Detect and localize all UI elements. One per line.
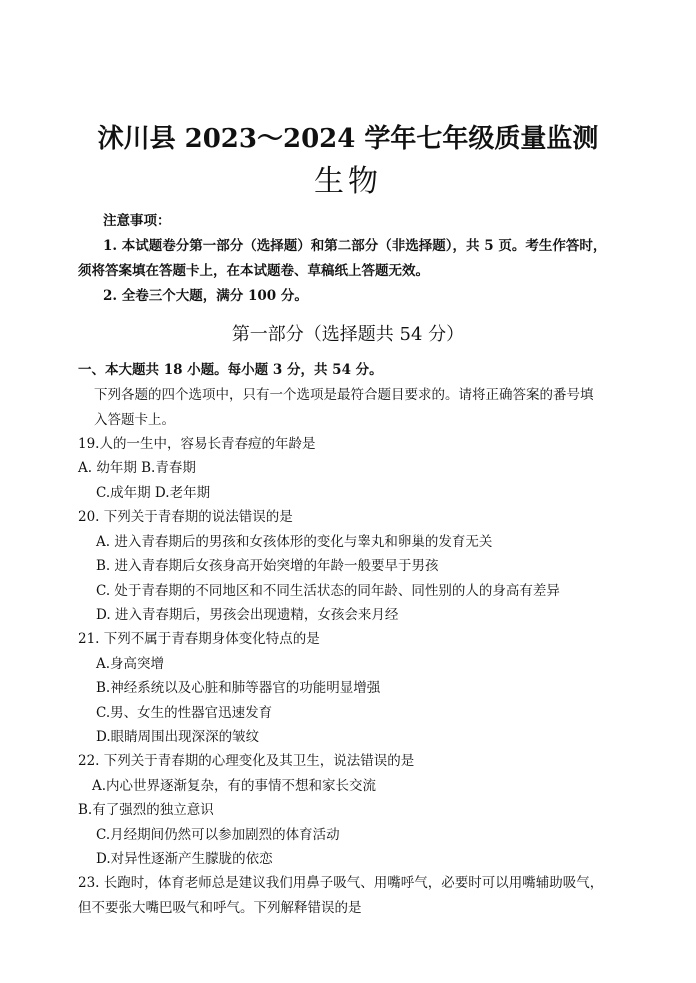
notice-item-1-line-2: 须将答案填在答题卡上，在本试题卷、草稿纸上答题无效。 [78,263,429,279]
notice-item-1-line-1: 1. 本试题卷分第一部分（选择题）和第二部分（非选择题），共 5 页。考生作答时， [103,238,607,254]
exam-title: 沭川县 2023～2024 学年七年级质量监测 [97,124,599,154]
section-heading: 一、本大题共 18 小题。每小题 3 分，共 54 分。 [78,362,383,378]
question-22-option-b: B.有了强烈的独立意识 [78,802,214,818]
question-21-option-d: D.眼睛周围出现深深的皱纹 [96,729,260,745]
question-22-option-d: D.对异性逐渐产生朦胧的依恋 [96,851,273,867]
question-20-stem: 20. 下列关于青春期的说法错误的是 [78,509,293,525]
question-19-options-1: A. 幼年期 B.青春期 [78,460,196,476]
instruction-line-1: 下列各题的四个选项中，只有一个选项是最符合题目要求的。请将正确答案的番号填 [94,387,594,403]
notice-heading: 注意事项： [103,213,171,229]
question-22-option-c: C.月经期间仍然可以参加剧烈的体育活动 [96,827,340,843]
question-23-stem-line-2: 但不要张大嘴巴吸气和呼气。下列解释错误的是 [78,900,362,916]
notice-item-2: 2. 全卷三个大题，满分 100 分。 [103,288,308,304]
question-22-option-a: A.内心世界逐渐复杂，有的事情不想和家长交流 [92,778,377,794]
question-19-options-2: C.成年期 D.老年期 [96,485,211,501]
question-20-option-a: A. 进入青春期后的男孩和女孩体形的变化与睾丸和卵巢的发育无关 [96,534,493,550]
exam-subject: 生物 [314,164,382,199]
question-20-option-c: C. 处于青春期的不同地区和不同生活状态的同年龄、同性别的人的身高有差异 [96,583,560,599]
part-1-title: 第一部分（选择题共 54 分） [231,324,465,345]
question-23-stem-line-1: 23. 长跑时，体育老师总是建议我们用鼻子吸气、用嘴呼气，必要时可以用嘴辅助吸气， [78,875,604,891]
question-21-option-b: B.神经系统以及心脏和肺等器官的功能明显增强 [96,680,381,696]
instruction-line-2: 入答题卡上。 [94,412,175,428]
question-19-stem: 19.人的一生中，容易长青春痘的年龄是 [78,436,316,452]
question-21-stem: 21. 下列不属于青春期身体变化特点的是 [78,631,320,647]
question-21-option-c: C.男、女生的性器官迅速发育 [96,705,273,721]
question-20-option-b: B. 进入青春期后女孩身高开始突增的年龄一般要早于男孩 [96,558,439,574]
question-21-option-a: A.身高突增 [96,656,165,672]
question-20-option-d: D. 进入青春期后，男孩会出现遗精，女孩会来月经 [96,607,399,623]
question-22-stem: 22. 下列关于青春期的心理变化及其卫生，说法错误的是 [78,753,415,769]
